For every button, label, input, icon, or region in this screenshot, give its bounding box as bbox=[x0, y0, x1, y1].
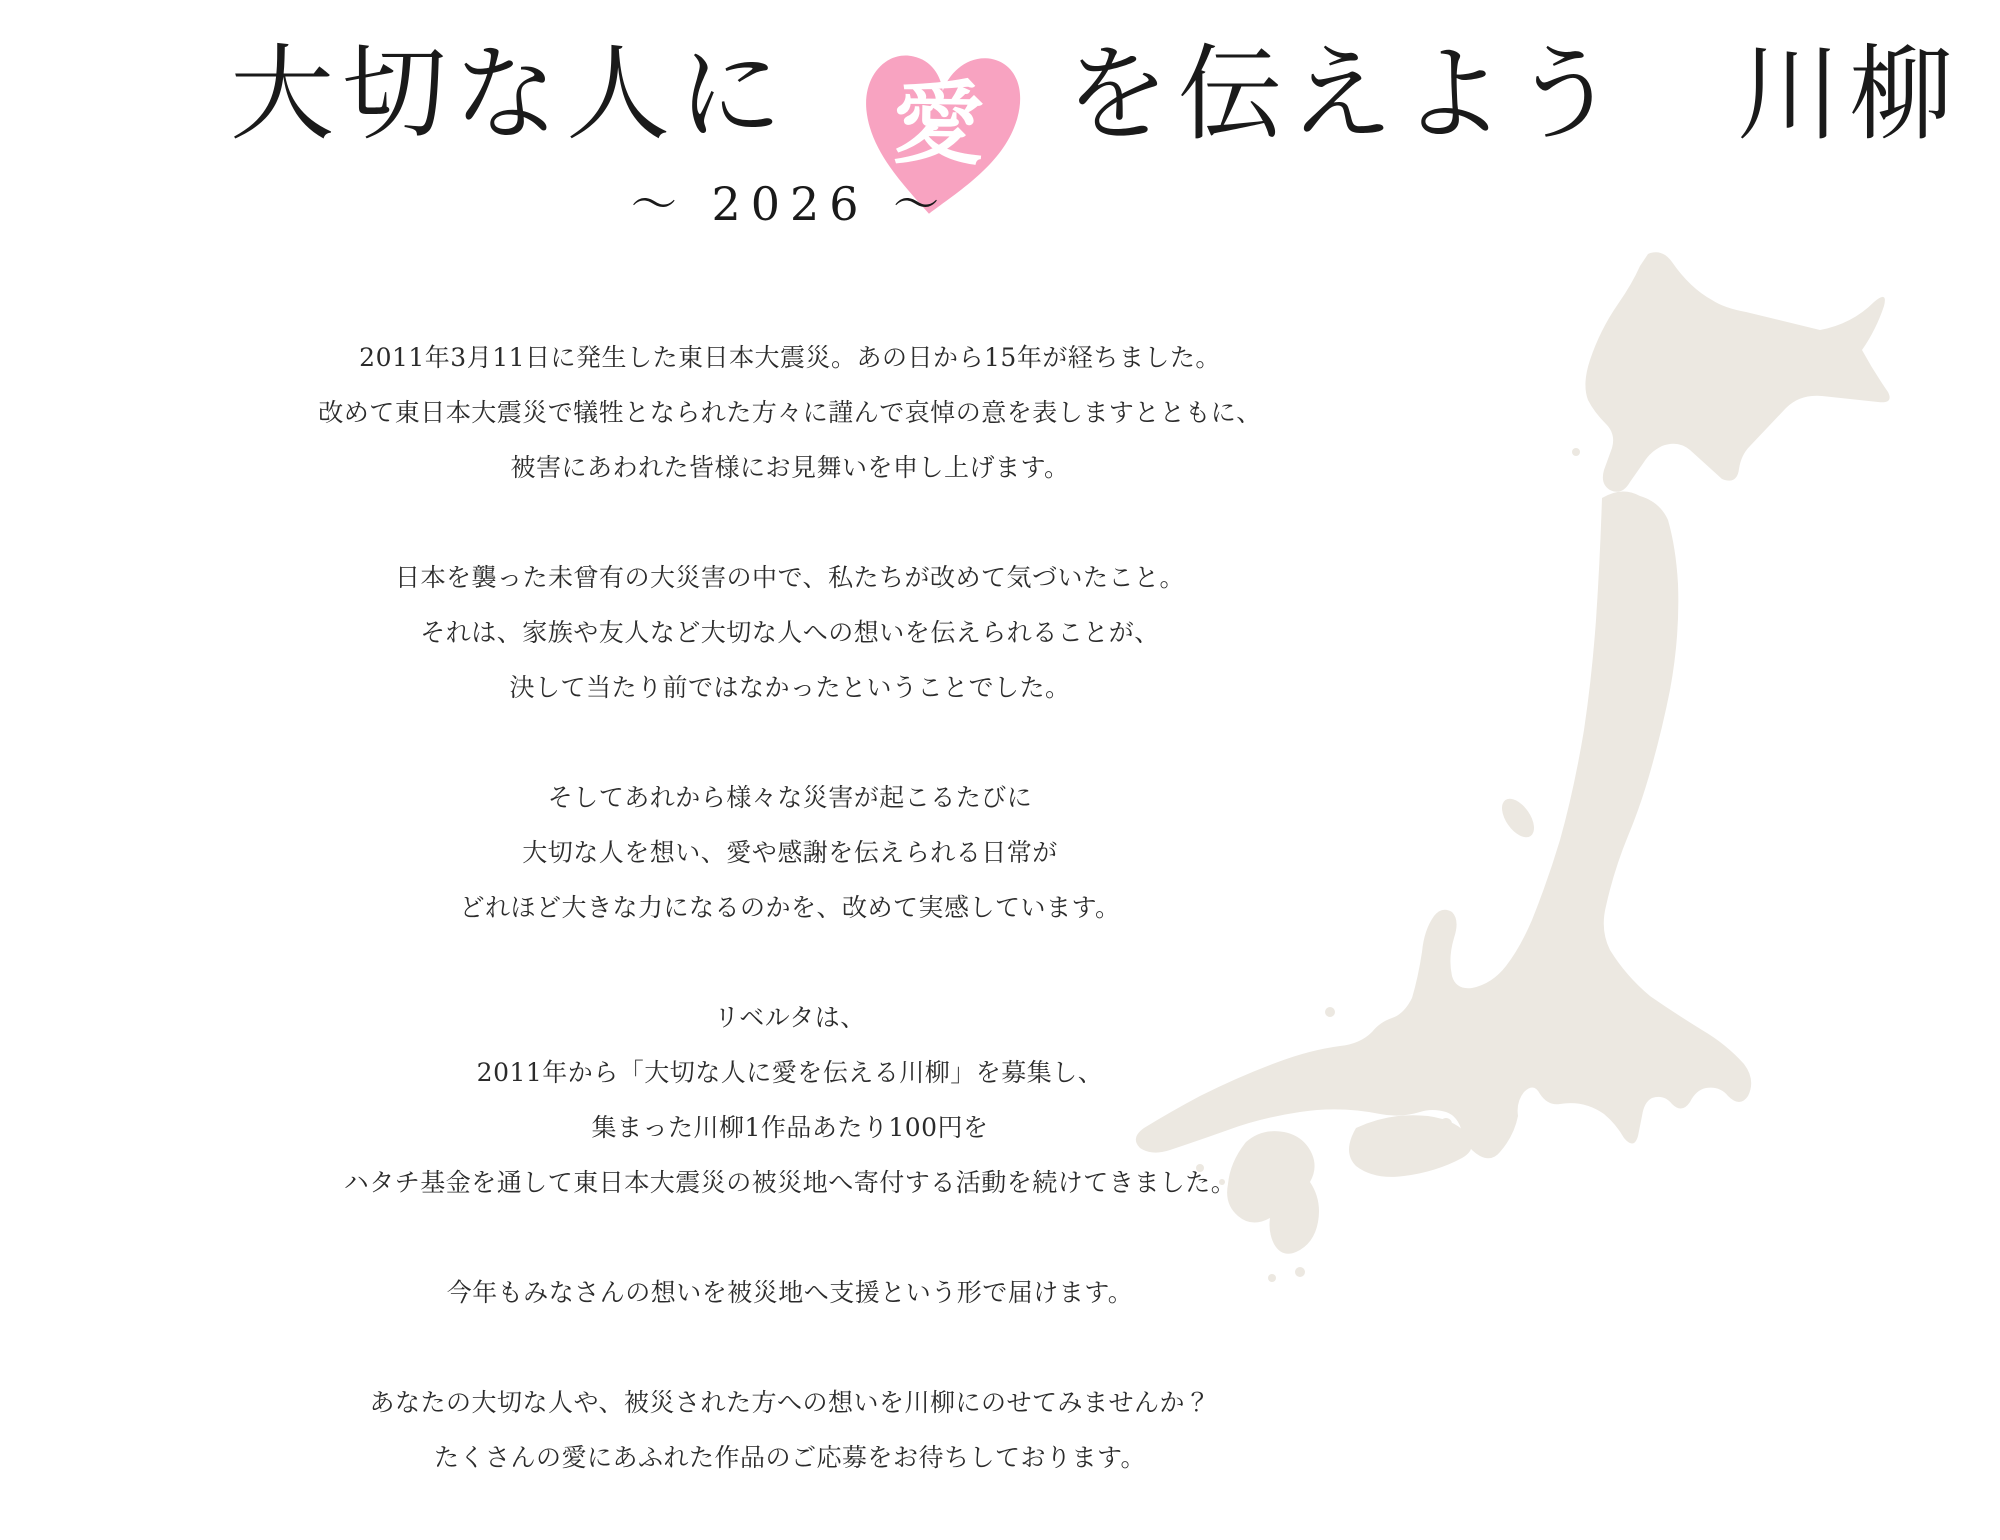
body-line: どれほど大きな力になるのかを、改めて実感しています。 bbox=[459, 893, 1121, 922]
body-line: 改めて東日本大震災で犠牲となられた方々に謹んで哀悼の意を表しますとともに、 bbox=[318, 398, 1262, 427]
body-line: 集まった川柳1作品あたり100円を bbox=[591, 1113, 989, 1142]
paragraph bbox=[0, 770, 1580, 935]
body-line: 大切な人を想い、愛や感謝を伝えられる日常が bbox=[522, 838, 1058, 867]
paragraph bbox=[0, 1375, 1580, 1485]
subtitle-year: ～ 2026 ～ bbox=[630, 177, 950, 231]
map-hokkaido bbox=[1585, 252, 1889, 492]
body-line: そしてあれから様々な災害が起こるたびに bbox=[547, 783, 1033, 812]
body-line: リベルタは、 bbox=[714, 1003, 866, 1032]
title-prefix: 大切な人に bbox=[230, 33, 791, 155]
body-line: 2011年3月11日に発生した東日本大震災。あの日から15年が経ちました。 bbox=[359, 343, 1221, 372]
body-line: たくさんの愛にあふれた作品のご応募をお待ちしております。 bbox=[433, 1443, 1146, 1472]
body-line: 今年もみなさんの想いを被災地へ支援という形で届けます。 bbox=[446, 1278, 1134, 1307]
body-line: 決して当たり前ではなかったということでした。 bbox=[509, 673, 1071, 702]
title-suffix: を伝えよう 川柳 bbox=[1065, 33, 1962, 155]
body-text bbox=[0, 330, 1580, 1540]
body-line: 日本を襲った未曾有の大災害の中で、私たちが改めて気づいたこと。 bbox=[394, 563, 1185, 592]
body-line: 2011年から「大切な人に愛を伝える川柳」を募集し、 bbox=[476, 1058, 1104, 1087]
body-line: あなたの大切な人や、被災された方への想いを川柳にのせてみませんか？ bbox=[369, 1388, 1211, 1417]
paragraph bbox=[0, 550, 1580, 715]
paragraph bbox=[0, 1265, 1580, 1320]
heart-kanji: 愛 bbox=[891, 68, 985, 179]
body-line: ハタチ基金を通して東日本大震災の被災地へ寄付する活動を続けてきました。 bbox=[343, 1168, 1237, 1197]
body-line: それは、家族や友人など大切な人への想いを伝えられることが、 bbox=[420, 618, 1160, 647]
paragraph bbox=[0, 990, 1580, 1210]
paragraph bbox=[0, 330, 1580, 495]
body-line: 被害にあわれた皆様にお見舞いを申し上げます。 bbox=[510, 453, 1070, 482]
